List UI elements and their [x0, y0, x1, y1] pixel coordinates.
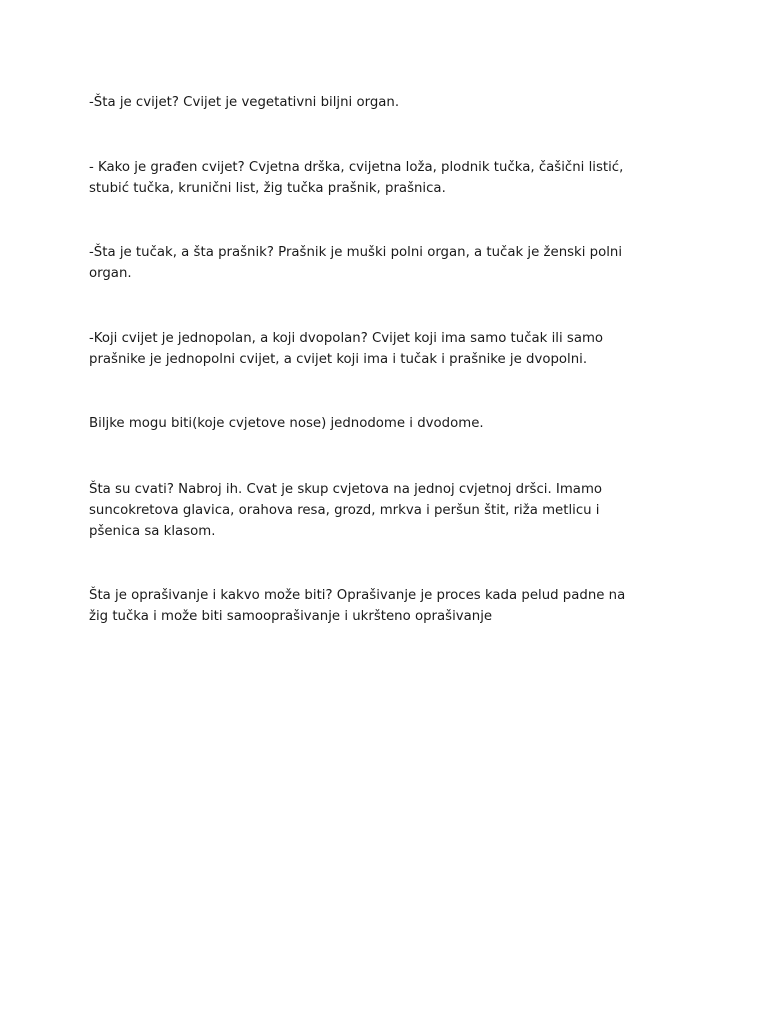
text-line: pšenica sa klasom.	[89, 524, 216, 539]
text-line: prašnike je jednopolni cvijet, a cvijet koji ima i tučak i prašnike je dvopolni.	[89, 352, 588, 367]
text-line: -Šta je cvijet? Cvijet je vegetativni biljni organ.	[89, 95, 400, 110]
paragraph-inflorescences	[89, 479, 679, 542]
paragraph-pollination	[89, 585, 679, 627]
text-line: - Kako je građen cvijet? Cvjetna drška, cvijetna loža, plodnik tučka, čašični listić,	[89, 160, 624, 175]
paragraph-unisexual-bisexual	[89, 328, 679, 370]
paragraph-pistil-stamen	[89, 242, 679, 284]
text-line: stubić tučka, krunični list, žig tučka prašnik, prašnica.	[89, 181, 446, 196]
text-line: -Šta je tučak, a šta prašnik? Prašnik je muški polni organ, a tučak je ženski polni	[89, 245, 623, 260]
text-line: organ.	[89, 266, 132, 281]
text-line: suncokretova glavica, orahova resa, grozd, mrkva i peršun štit, riža metlicu i	[89, 503, 600, 518]
text-line: žig tučka i može biti samooprašivanje i ukršteno oprašivanje	[89, 609, 493, 624]
text-line: Šta je oprašivanje i kakvo može biti? Oprašivanje je proces kada pelud padne na	[89, 588, 626, 603]
paragraph-monoecious-dioecious	[89, 413, 679, 434]
text-line: -Koji cvijet je jednopolan, a koji dvopolan? Cvijet koji ima samo tučak ili samo	[89, 331, 604, 346]
text-line: Šta su cvati? Nabroj ih. Cvat je skup cvjetova na jednoj cvjetnoj dršci. Imamo	[89, 482, 603, 497]
text-line: Biljke mogu biti(koje cvjetove nose) jednodome i dvodome.	[89, 416, 484, 431]
paragraph-what-is-flower	[89, 92, 679, 113]
paragraph-flower-structure	[89, 157, 679, 199]
